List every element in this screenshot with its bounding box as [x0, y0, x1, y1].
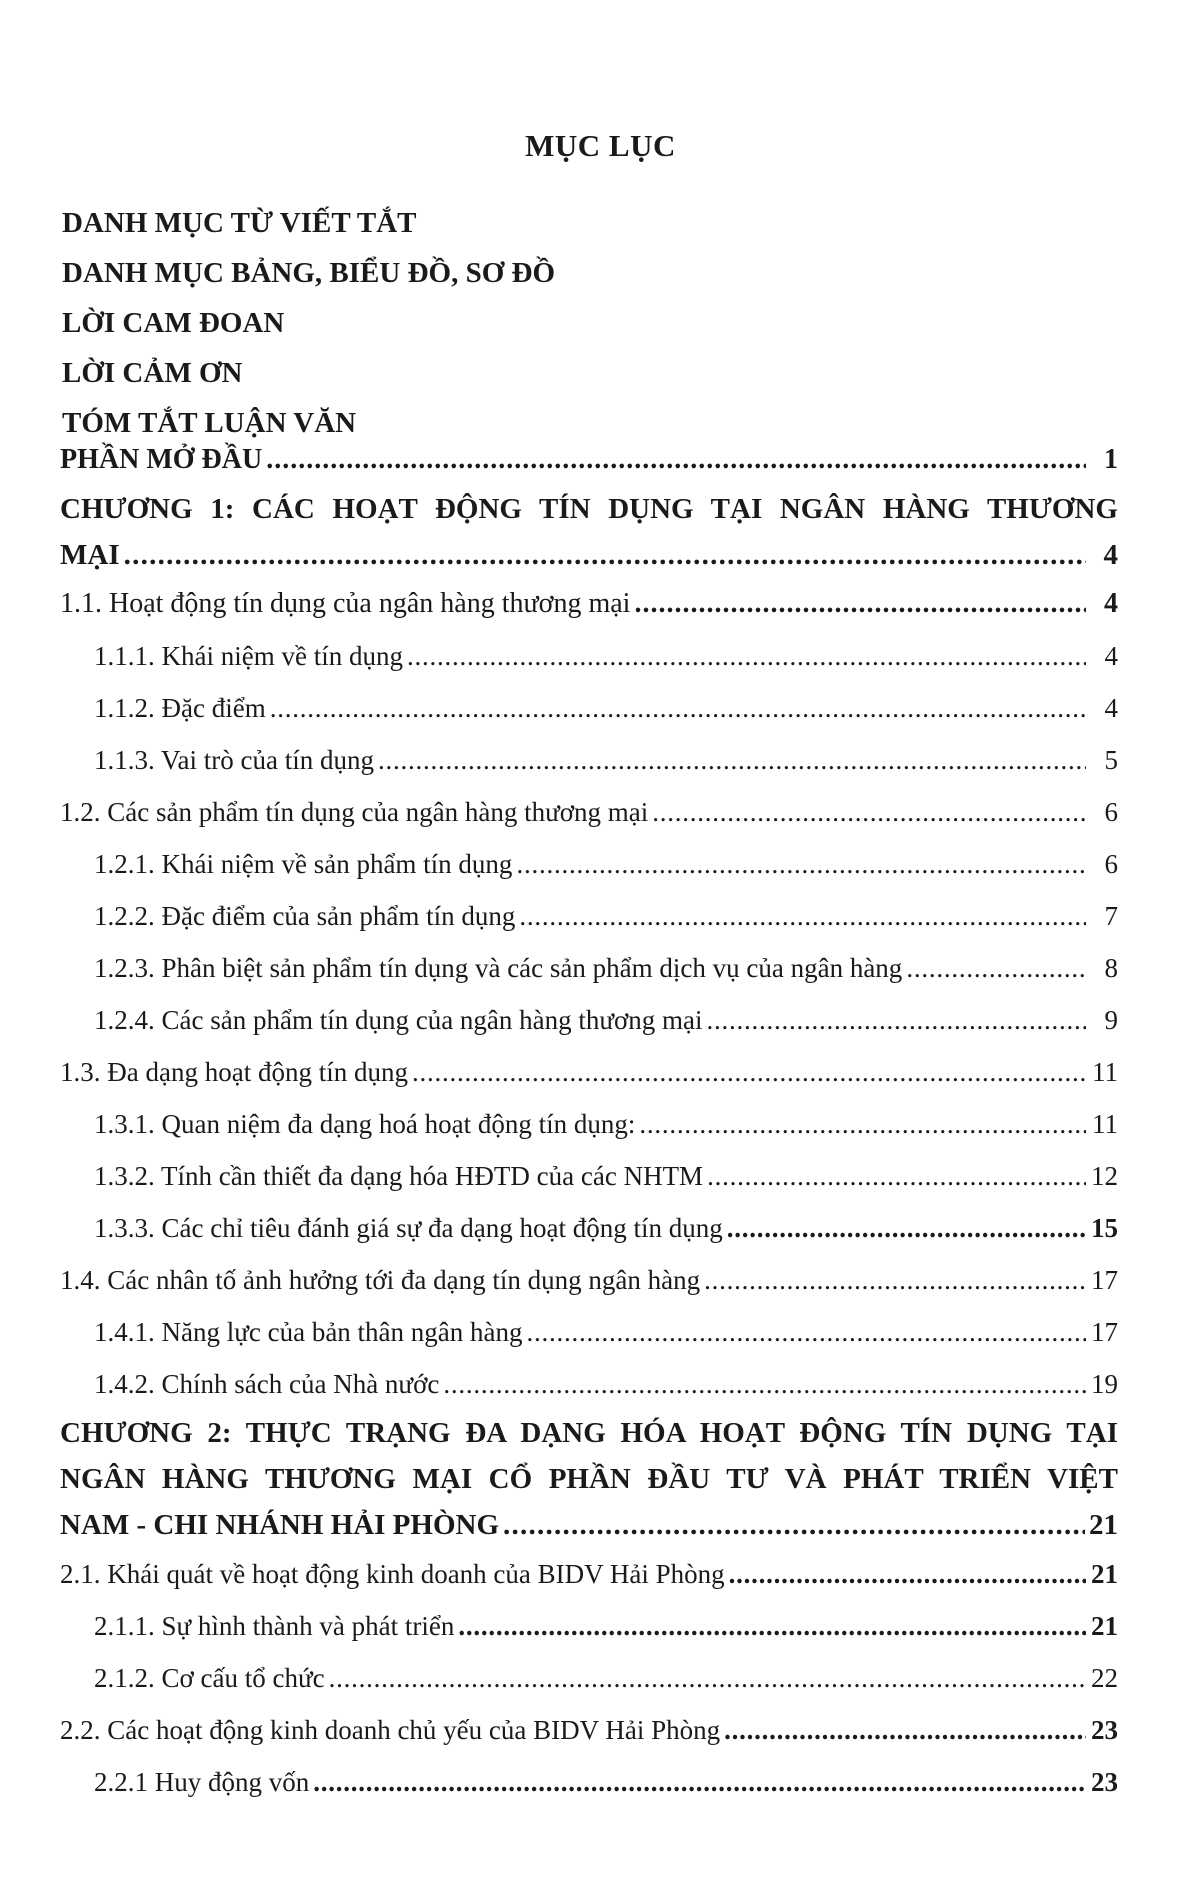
toc-entry-intro: [60, 434, 1118, 486]
toc-entry: [60, 1202, 1118, 1254]
toc-entry: [60, 1098, 1118, 1150]
toc-page-number: 19: [1091, 1369, 1118, 1399]
toc-page-number: 6: [1104, 849, 1118, 879]
dot-leader: [329, 1652, 1086, 1704]
page-title: MỤC LỤC: [525, 128, 676, 163]
toc-entry: [60, 1756, 1118, 1808]
toc-entry: [60, 942, 1118, 994]
dot-leader: [458, 1600, 1086, 1652]
toc-entry: [60, 1150, 1118, 1202]
toc-entry-title: 1.2.1. Khái niệm về sản phẩm tín dụng: [94, 849, 513, 879]
toc-entry-title: MẠI: [60, 539, 120, 571]
toc-entry-title: 1.2. Các sản phẩm tín dụng của ngân hàng thương mại: [60, 797, 649, 827]
toc-page-number: 6: [1104, 797, 1118, 827]
toc-page-number: 21: [1091, 1611, 1118, 1641]
toc-entry-title: 1.3.3. Các chỉ tiêu đánh giá sự đa dạng hoạt động tín dụng: [94, 1213, 723, 1243]
toc-chapter-2: [60, 1410, 1118, 1548]
dot-leader: [652, 786, 1086, 838]
front-matter-list: [62, 198, 1122, 448]
chapter-2-title-end: [60, 1502, 1118, 1548]
dot-leader: [724, 1704, 1086, 1756]
dot-leader: [270, 682, 1086, 734]
front-matter-declaration: LỜI CAM ĐOAN: [62, 307, 285, 339]
toc-entry-title: 1.4. Các nhân tố ảnh hưởng tới đa dạng tín dụng ngân hàng: [60, 1265, 701, 1295]
toc-page-number: 22: [1091, 1663, 1118, 1693]
toc-entry: [60, 890, 1118, 942]
toc-entry: [60, 734, 1118, 786]
chapter-2-title-line-1: CHƯƠNG 2: THỰC TRẠNG ĐA DẠNG HÓA HOẠT ĐỘNG TÍN DỤNG TẠI: [60, 1417, 1118, 1449]
toc-entry-title: 2.1. Khái quát về hoạt động kinh doanh của BIDV Hải Phòng: [60, 1559, 725, 1589]
toc-page-number: 11: [1092, 1057, 1118, 1087]
toc-entry-title: 1.3.2. Tính cần thiết đa dạng hóa HĐTD của các NHTM: [94, 1161, 704, 1191]
chapter-1-title-line: CHƯƠNG 1: CÁC HOẠT ĐỘNG TÍN DỤNG TẠI NGÂN HÀNG THƯƠNG: [60, 493, 1118, 525]
toc-entry-title: 1.2.4. Các sản phẩm tín dụng của ngân hàng thương mại: [94, 1005, 703, 1035]
dot-leader: [412, 1046, 1086, 1098]
front-matter-summary: TÓM TẮT LUẬN VĂN: [62, 407, 357, 439]
dot-leader: [729, 1548, 1086, 1600]
dot-leader: [906, 942, 1086, 994]
dot-leader: [407, 630, 1086, 682]
chapter-2-title-line-2: NGÂN HÀNG THƯƠNG MẠI CỔ PHẦN ĐẦU TƯ VÀ PHÁT TRIỂN VIỆT: [60, 1463, 1118, 1495]
dot-leader: [639, 1098, 1086, 1150]
toc-entry-title: PHẦN MỞ ĐẦU: [60, 444, 263, 475]
toc-page-number: 11: [1092, 1109, 1118, 1139]
toc-entry: [60, 838, 1118, 890]
dot-leader: [704, 1254, 1086, 1306]
toc-page-number: 9: [1104, 1005, 1118, 1035]
toc-entry-title: 1.4.2. Chính sách của Nhà nước: [94, 1369, 440, 1399]
toc-page-number: 21: [1089, 1509, 1118, 1541]
toc-page-number: 15: [1091, 1213, 1118, 1243]
toc-page-number: 23: [1091, 1715, 1118, 1745]
toc-entry-title: 1.2.3. Phân biệt sản phẩm tín dụng và các sản phẩm dịch vụ của ngân hàng: [94, 953, 903, 983]
toc-entry: [60, 630, 1118, 682]
toc-page-number: 4: [1104, 641, 1118, 671]
toc-entry: [60, 1254, 1118, 1306]
front-matter-tables-figures: DANH MỤC BẢNG, BIỂU ĐỒ, SƠ ĐỒ: [62, 257, 556, 289]
toc-entry-title: NAM - CHI NHÁNH HẢI PHÒNG: [60, 1509, 500, 1541]
toc-entry: [60, 1306, 1118, 1358]
toc-entry-title: 2.1.1. Sự hình thành và phát triển: [94, 1611, 455, 1641]
toc-page-number: 23: [1091, 1767, 1118, 1797]
dot-leader: [527, 1306, 1086, 1358]
toc-entry-title: 1.1.2. Đặc điểm: [94, 693, 266, 723]
toc-entry: [60, 1548, 1118, 1600]
toc-entry-title: 1.1.3. Vai trò của tín dụng: [94, 745, 374, 775]
toc-entry-title: 2.2. Các hoạt động kinh doanh chủ yếu của BIDV Hải Phòng: [60, 1715, 721, 1745]
dot-leader: [503, 1502, 1085, 1548]
toc-page-number: 1: [1104, 444, 1118, 475]
toc-entry-title: 2.1.2. Cơ cấu tổ chức: [94, 1663, 325, 1693]
toc-entry-title: 1.2.2. Đặc điểm của sản phẩm tín dụng: [94, 901, 516, 931]
toc-entry: [60, 994, 1118, 1046]
toc-entry: [60, 786, 1118, 838]
toc-entry: [60, 682, 1118, 734]
toc-entry-title: 1.1. Hoạt động tín dụng của ngân hàng thương mại: [60, 588, 631, 619]
front-matter-abbreviations: DANH MỤC TỪ VIẾT TẮT: [62, 207, 417, 239]
toc-page-number: 4: [1104, 588, 1118, 619]
front-matter-acknowledgements: LỜI CẢM ƠN: [62, 357, 243, 389]
toc-entry: [60, 1704, 1118, 1756]
toc-page-number: 17: [1091, 1317, 1118, 1347]
chapter-1-title-end: [60, 532, 1118, 578]
dot-leader: [634, 578, 1086, 630]
dot-leader: [124, 532, 1086, 578]
toc-entry-title: 2.2.1 Huy động vốn: [94, 1767, 310, 1797]
dot-leader: [443, 1358, 1086, 1410]
toc-chapter-1: [60, 486, 1118, 578]
toc-entry-title: 1.3.1. Quan niệm đa dạng hoá hoạt động tín dụng:: [94, 1109, 636, 1139]
dot-leader: [707, 994, 1086, 1046]
dot-leader: [378, 734, 1086, 786]
toc-entry: [60, 578, 1118, 630]
toc-page-number: 21: [1091, 1559, 1118, 1589]
dot-leader: [313, 1756, 1086, 1808]
toc-entry: [60, 1600, 1118, 1652]
dot-leader: [519, 890, 1086, 942]
dot-leader: [516, 838, 1086, 890]
dot-leader: [727, 1202, 1086, 1254]
toc-entry-title: 1.3. Đa dạng hoạt động tín dụng: [60, 1057, 408, 1087]
toc-page-number: 4: [1104, 693, 1118, 723]
toc-page-number: 12: [1091, 1161, 1118, 1191]
dot-leader: [707, 1150, 1086, 1202]
toc-entry: [60, 1046, 1118, 1098]
toc-page-number: 7: [1104, 901, 1118, 931]
toc-entry: [60, 1652, 1118, 1704]
toc-page-number: 17: [1091, 1265, 1118, 1295]
toc-page-number: 5: [1104, 745, 1118, 775]
toc-entry-title: 1.4.1. Năng lực của bản thân ngân hàng: [94, 1317, 523, 1347]
toc-entry: [60, 1358, 1118, 1410]
toc-page-number: 8: [1104, 953, 1118, 983]
toc-page-number: 4: [1103, 539, 1118, 571]
table-of-contents: [60, 434, 1118, 1808]
dot-leader: [266, 434, 1086, 486]
toc-entry-title: 1.1.1. Khái niệm về tín dụng: [94, 641, 403, 671]
